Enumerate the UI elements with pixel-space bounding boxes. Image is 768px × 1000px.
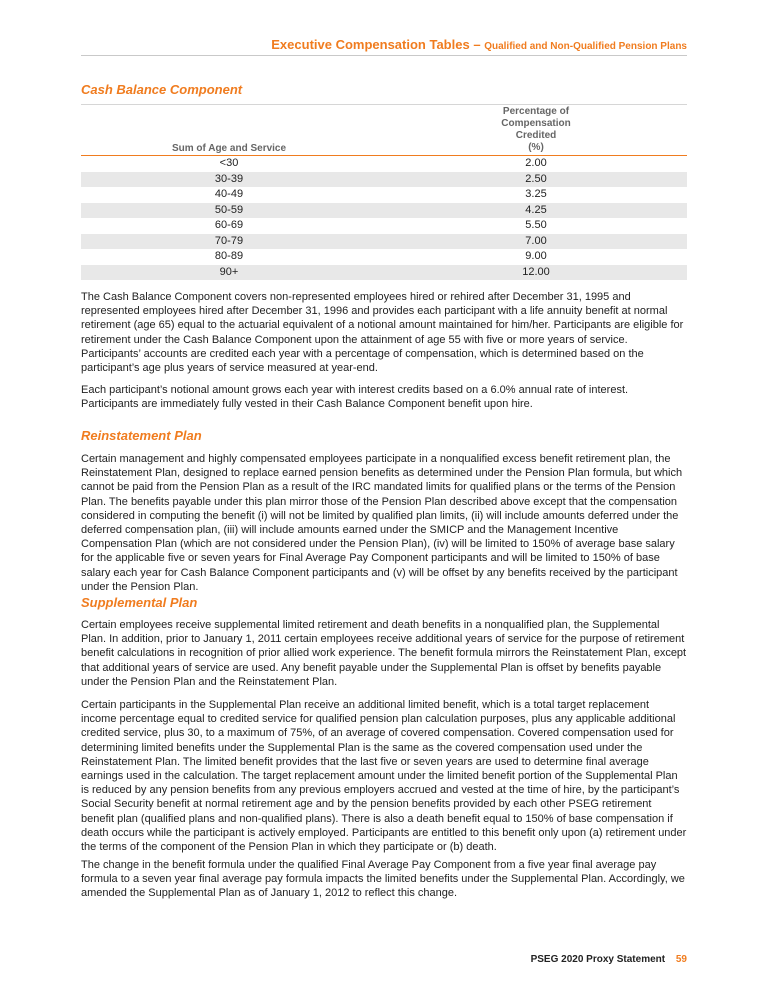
cash-balance-paragraph-1: The Cash Balance Component covers non-represented employees hired or rehired after December 31, 1995 and represented employees hired after December 31, 1996 and provides each participant with a life annuity benefit at normal retirement (age 65) equal to the actuarial equivalent of a notional amount maintained for him/her. Participants are eligible for retirement under the Cash Balance Component upon the attainment of age 55 with five or more years of service. Participants’ accounts are credited each year with a percentage of compensation, which is determined based on the participant’s age plus years of service measured at year-end. (81, 291, 684, 375)
footer-label: PSEG 2020 Proxy Statement (530, 954, 666, 965)
cell-pct: 12.00 (522, 265, 550, 278)
cell-range: 90+ (219, 265, 239, 278)
table-row (81, 249, 687, 265)
cell-range: <30 (219, 157, 239, 169)
cash-balance-heading: Cash Balance Component (81, 82, 243, 97)
col-header-age-service: Sum of Age and Service (171, 143, 287, 154)
cell-pct: 2.50 (525, 172, 547, 185)
supplemental-paragraph-1: Certain employees receive supplemental limited retirement and death benefits in a nonqualified plan, the Supplemental Plan. In addition, prior to January 1, 2011 certain employees receive additional years of service for the purpose of retirement benefit calculations in recognition of prior allied work experience. The benefit formula mirrors the Reinstatement Plan, except that additional years of service are used. Any benefit payable under the Supplemental Plan is offset by benefits payable under the Pension Plan and the Reinstatement Plan. (81, 619, 687, 688)
table-row (81, 156, 687, 172)
col-header-line: Credited (515, 130, 557, 141)
cell-pct: 9.00 (525, 250, 547, 262)
cell-pct: 5.50 (525, 219, 547, 231)
reinstatement-heading: Reinstatement Plan (81, 428, 202, 443)
header-title: Executive Compensation Tables (271, 37, 470, 52)
cell-pct: 7.00 (525, 234, 547, 247)
header-separator: – (473, 37, 481, 52)
col-header-percentage (464, 106, 608, 154)
table-row (81, 234, 687, 250)
header-subtitle: Qualified and Non-Qualified Pension Plans (484, 41, 687, 52)
cell-range: 80-89 (214, 250, 244, 262)
running-header (81, 37, 687, 52)
col-header-line: (%) (528, 142, 544, 153)
cell-pct: 2.00 (525, 157, 547, 169)
col-header-line: Percentage of (502, 106, 570, 117)
header-divider (81, 55, 687, 56)
supplemental-heading: Supplemental Plan (81, 595, 198, 610)
page-number: 59 (675, 954, 687, 965)
cash-balance-paragraph-2: Each participant’s notional amount grows each year with interest credits based on a 6.0% annual rate of interest. Participants are immediately fully vested in their Cash Balance Component benefit upon hire. (81, 384, 629, 411)
table-row (81, 203, 687, 219)
col-header-line: Compensation (501, 118, 571, 129)
cell-range: 70-79 (214, 234, 244, 247)
supplemental-paragraph-2: Certain participants in the Supplemental Plan receive an additional limited benefit, which is a total target replacement income percentage equal to credited service for qualified pension plan calculation purposes, plus any applicable additional credited service, plus 30, to a maximum of 75%, of an average of covered compensation. Covered compensation used for determining limited benefits under the Supplemental Plan is the same as the covered compensation used under the Reinstatement Plan. The limited benefit provides that the last five or seven years are used to determine final average earnings used in the calculation. The target replacement amount under the limited benefit portion of the Supplemental Plan is reduced by any pension benefits from any previous employers accrued and vested at the time of hire, by the participant’s Social Security benefit at normal retirement age and by the pension benefits provided by each other PSEG retirement benefit plan (qualified plans and non-qualified plans). There is also a death benefit equal to 150% of base compensation if death occurs while the participant is actively employed. Participants are entitled to this benefit only upon (a) retirement under the terms of the component of the Pension Plan in which they participate or (b) death. (81, 699, 687, 854)
table-header (81, 104, 687, 156)
cell-pct: 3.25 (525, 188, 547, 200)
table-row (81, 172, 687, 188)
cell-range: 40-49 (214, 188, 244, 200)
cash-balance-table (81, 104, 687, 280)
cell-pct: 4.25 (525, 203, 547, 216)
reinstatement-paragraph: Certain management and highly compensated employees participate in a nonqualified excess benefit retirement plan, the Reinstatement Plan, designed to replace earned pension benefits as determined under the Pension Plan formula, but which cannot be paid from the Pension Plan as a result of the IRC mandated limits for qualified plans or the terms of the Pension Plan. The benefits payable under this plan mirror those of the Pension Plan described above except that the compensation considered in computing the benefit (i) will not be limited by qualified plan limits, (ii) will include amounts deferred under the deferred compensation plan, (iii) will include amounts earned under the SMICP and the Management Incentive Compensation Plan (which are not considered under the Pension Plan), (iv) will be limited to 150% of average base salary for the applicable five or seven years for Final Average Pay Component participants and will be limited to 150% of base salary each year for Cash Balance Component participants and (v) will be offset by any benefits received by the participant under the Pension Plan. (81, 453, 683, 593)
table-row (81, 218, 687, 234)
supplemental-paragraph-3: The change in the benefit formula under the qualified Final Average Pay Component from a five year final average pay formula to a seven year final average pay formula impacts the limited benefits under the Supplemental Plan. Accordingly, we amended the Supplemental Plan as of January 1, 2012 to reflect this change. (81, 859, 685, 900)
page-footer (531, 954, 687, 965)
cell-range: 50-59 (214, 203, 244, 216)
table-row (81, 265, 687, 281)
table-row (81, 187, 687, 203)
cell-range: 30-39 (214, 172, 244, 185)
cell-range: 60-69 (214, 219, 244, 231)
